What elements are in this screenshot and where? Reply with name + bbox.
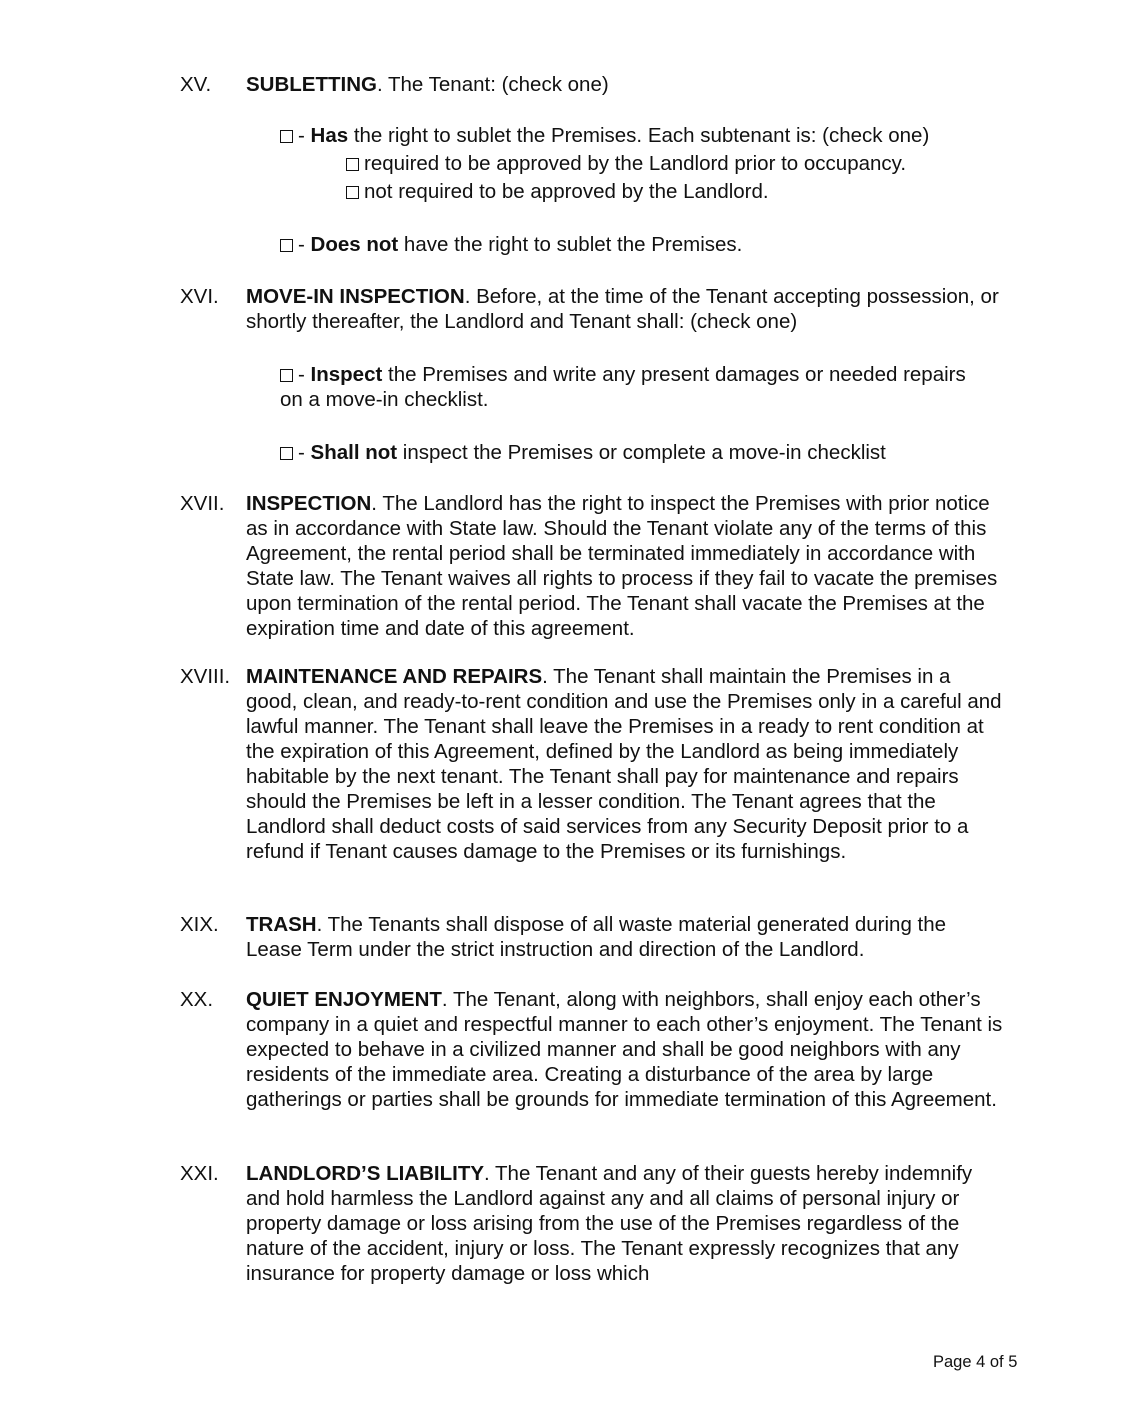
section-quiet-enjoyment [180, 987, 1040, 1112]
section-body [246, 912, 1006, 962]
section-body [246, 491, 1006, 641]
option-approval-not-required: not required to be approved by the Landlord. [346, 179, 769, 204]
checkbox[interactable] [280, 369, 293, 382]
section-heading: TRASH [246, 913, 317, 936]
checkbox[interactable] [280, 130, 293, 143]
section-move-in-inspection [180, 284, 1040, 334]
section-text: . The Landlord has the right to inspect the Premises with prior notice as in accordance with State law. Should the Tenant violate any of the terms of this Agreement, the rental period shall be terminated immediately in accordance with State law. The Tenant waives all rights to process if they fail to vacate the premises upon termination of the rental period. The Tenant shall vacate the Premises at the expiration time and date of this agreement. [246, 492, 998, 640]
option-does-not-have-right: - Does not have the right to sublet the Premises. [280, 232, 742, 257]
section-body [246, 987, 1006, 1112]
section-number: XVII. [180, 492, 225, 515]
checkbox[interactable] [346, 158, 359, 171]
section-trash [180, 912, 1040, 962]
option-has-right: - Has the right to sublet the Premises. Each subtenant is: (check one) [280, 123, 929, 148]
section-body [246, 284, 1006, 334]
section-text: . The Tenant and any of their guests hereby indemnify and hold harmless the Landlord against any and all claims of personal injury or property damage or loss arising from the use of the Premises regardless of the nature of the accident, injury or loss. The Tenant expressly recognizes that any insurance for property damage or loss which [246, 1162, 973, 1285]
section-body [246, 1161, 1006, 1286]
section-landlords-liability [180, 1161, 1040, 1286]
checkbox[interactable] [280, 447, 293, 460]
section-number: XV. [180, 73, 212, 96]
section-body [246, 72, 1006, 97]
section-body [246, 664, 1006, 864]
section-text: . Before, at the time of the Tenant accepting possession, or shortly thereafter, the Landlord and Tenant shall: (check one) [246, 285, 999, 333]
section-text: . The Tenants shall dispose of all waste material generated during the Lease Term under the strict instruction and direction of the Landlord. [246, 913, 947, 961]
checkbox[interactable] [280, 239, 293, 252]
option-shall-not-inspect: - Shall not inspect the Premises or complete a move-in checklist [280, 440, 886, 465]
section-heading: INSPECTION [246, 492, 372, 515]
section-text: . The Tenant, along with neighbors, shall enjoy each other’s company in a quiet and respectful manner to each other’s enjoyment. The Tenant is expected to behave in a civilized manner and shall be good neighbors with any residents of the immediate area. Creating a disturbance of the area by large gatherings or parties shall be grounds for immediate termination of this Agreement. [246, 988, 1003, 1111]
section-inspection [180, 491, 1040, 641]
option-approval-required: required to be approved by the Landlord prior to occupancy. [346, 151, 906, 176]
section-maintenance-and-repairs [180, 664, 1040, 864]
section-number: XIX. [180, 913, 219, 936]
section-heading: MAINTENANCE AND REPAIRS [246, 665, 543, 688]
checkbox[interactable] [346, 186, 359, 199]
section-text: . The Tenant: (check one) [376, 73, 609, 96]
section-text: . The Tenant shall maintain the Premises in a good, clean, and ready-to-rent condition and use the Premises only in a careful and lawful manner. The Tenant shall leave the Premises in a ready to rent condition at the expiration of this Agreement, defined by the Landlord as being immediately habitable by the next tenant. The Tenant shall pay for maintenance and repairs should the Premises be left in a lesser condition. The Tenant agrees that the Landlord shall deduct costs of said services from any Security Deposit prior to a refund if Tenant causes damage to the Premises or its furnishings. [246, 665, 1002, 863]
section-subletting [180, 72, 1040, 97]
section-heading: QUIET ENJOYMENT [246, 988, 442, 1011]
section-heading: SUBLETTING [246, 73, 377, 96]
page-number: Page 4 of 5 [933, 1353, 1018, 1371]
section-number: XVI. [180, 285, 219, 308]
section-number: XXI. [180, 1162, 219, 1185]
section-number: XVIII. [180, 665, 231, 688]
section-heading: MOVE-IN INSPECTION [246, 285, 465, 308]
option-inspect: - Inspect the Premises and write any present damages or needed repairs on a move-in checklist. [280, 363, 966, 411]
section-number: XX. [180, 988, 214, 1011]
section-heading: LANDLORD’S LIABILITY [246, 1162, 485, 1185]
